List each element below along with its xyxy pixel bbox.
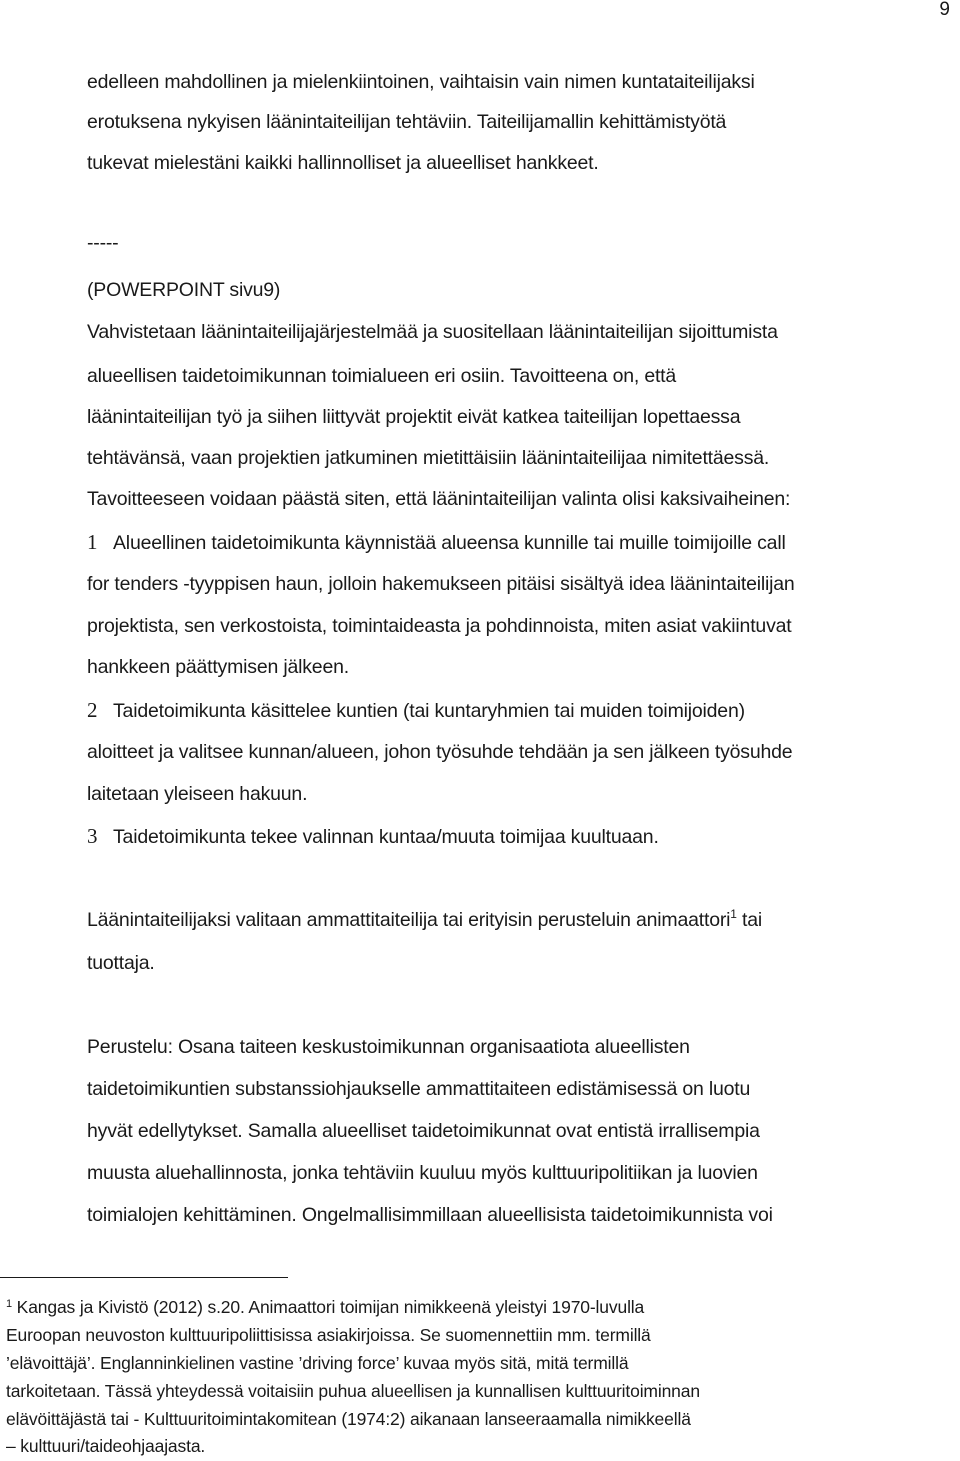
body-line: edelleen mahdollinen ja mielenkiintoinen, vaihtaisin vain nimen kuntataiteilijaksi: [87, 71, 755, 93]
list-number: 3: [87, 824, 98, 848]
list-item: [87, 530, 786, 555]
footnote-marker: 1: [6, 1298, 12, 1310]
body-line: hankkeen päättymisen jälkeen.: [87, 656, 349, 678]
footnote-line: [6, 1297, 644, 1317]
footnote-reference[interactable]: 1: [730, 907, 737, 921]
list-number: 2: [87, 698, 98, 722]
body-line: aloitteet ja valitsee kunnan/alueen, johon työsuhde tehdään ja sen jälkeen työsuhde: [87, 741, 793, 763]
list-item-text: Taidetoimikunta tekee valinnan kuntaa/muuta toimijaa kuultuaan.: [113, 826, 659, 848]
body-line: taidetoimikuntien substanssiohjaukselle ammattitaiteen edistämisessä on luotu: [87, 1078, 751, 1100]
body-line: [87, 908, 762, 932]
powerpoint-reference: (POWERPOINT sivu9): [87, 279, 281, 301]
footnote-line: elävöittäjästä tai - Kulttuuritoimintakomitean (1974:2) aikanaan lanseeraamalla nimikkeellä: [6, 1409, 691, 1429]
body-line: Vahvistetaan läänintaiteilijajärjestelmää ja suositellaan läänintaiteilijan sijoittumista: [87, 321, 778, 343]
body-line: Tavoitteeseen voidaan päästä siten, että läänintaiteilijan valinta olisi kaksivaiheinen:: [87, 488, 791, 510]
body-line: toimialojen kehittäminen. Ongelmallisimmillaan alueellisista taidetoimikunnista voi: [87, 1204, 773, 1226]
separator: -----: [87, 232, 119, 254]
body-line: erotuksena nykyisen läänintaiteilijan tehtäviin. Taiteilijamallin kehittämistyötä: [87, 111, 727, 133]
footnote-line: – kulttuuri/taideohjaajasta.: [6, 1436, 206, 1456]
body-line: tuottaja.: [87, 952, 155, 974]
list-item: [87, 698, 745, 723]
list-item-text: Taidetoimikunta käsittelee kuntien (tai kuntaryhmien tai muiden toimijoiden): [113, 700, 745, 722]
body-line: projektista, sen verkostoista, toimintaideasta ja pohdinnoista, miten asiat vakiintuvat: [87, 615, 792, 637]
body-line: Perustelu: Osana taiteen keskustoimikunnan organisaatiota alueellisten: [87, 1036, 690, 1058]
footnote-text: Kangas ja Kivistö (2012) s.20. Animaattori toimijan nimikkeenä yleistyi 1970-luvulla: [11, 1297, 645, 1317]
footnote-rule: [0, 1277, 288, 1278]
body-line: tukevat mielestäni kaikki hallinnolliset ja alueelliset hankkeet.: [87, 152, 599, 174]
body-line: muusta aluehallinnosta, jonka tehtäviin kuuluu myös kulttuuripolitiikan ja luovien: [87, 1162, 758, 1184]
list-number: 1: [87, 530, 98, 554]
selection-text: Läänintaiteilijaksi valitaan ammattitaiteilija tai erityisin perusteluin animaattori: [87, 909, 731, 931]
body-line: hyvät edellytykset. Samalla alueelliset taidetoimikunnat ovat entistä irrallisempia: [87, 1120, 760, 1142]
body-line: läänintaiteilijan työ ja siihen liittyvät projektit eivät katkea taiteilijan lopettaessa: [87, 406, 741, 428]
body-line: tehtävänsä, vaan projektien jatkuminen mietittäisiin läänintaiteilijaa nimitettäessä.: [87, 447, 770, 469]
footnote-line: Euroopan neuvoston kulttuuripoliittisissa asiakirjoissa. Se suomennettiin mm. termillä: [6, 1325, 651, 1345]
selection-text-end: tai: [736, 909, 762, 931]
footnote-line: ’elävoittäjä’. Englanninkielinen vastine ’driving force’ kuvaa myös sitä, mitä termillä: [6, 1353, 629, 1373]
body-line: laitetaan yleiseen hakuun.: [87, 783, 308, 805]
list-item: [87, 824, 659, 849]
body-line: alueellisen taidetoimikunnan toimialueen eri osiin. Tavoitteena on, että: [87, 365, 677, 387]
body-line: for tenders -tyyppisen haun, jolloin hakemukseen pitäisi sisältyä idea läänintaiteilijan: [87, 573, 795, 595]
list-item-text: Alueellinen taidetoimikunta käynnistää alueensa kunnille tai muille toimijoille call: [113, 532, 786, 554]
page-number: 9: [939, 0, 950, 20]
footnote-line: tarkoitetaan. Tässä yhteydessä voitaisiin puhua alueellisen ja kunnallisen kulttuuritoiminnan: [6, 1381, 700, 1401]
